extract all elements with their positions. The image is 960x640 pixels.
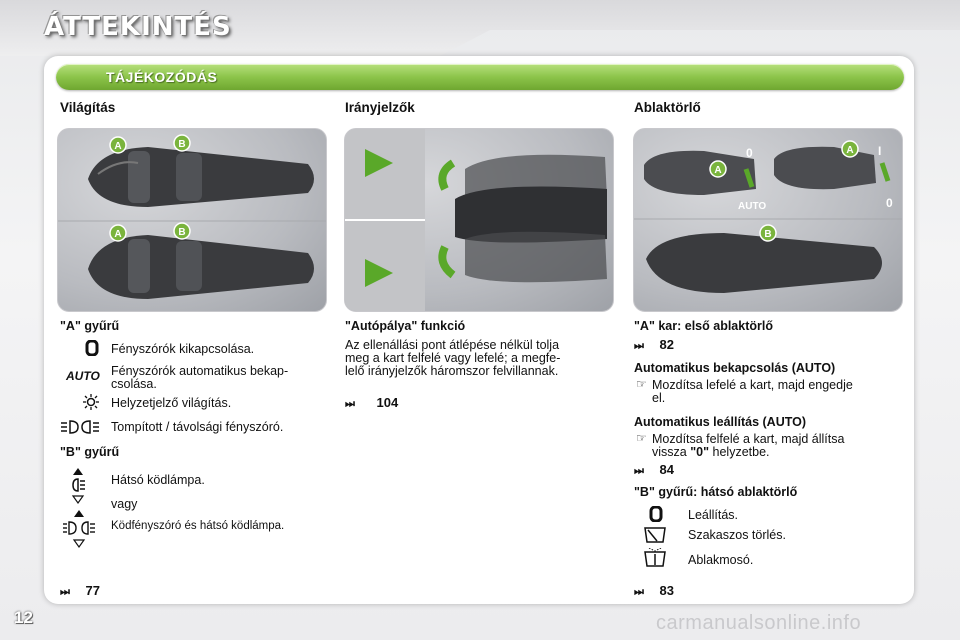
ring-a-item-3: Tompított / távolsági fényszóró. bbox=[111, 420, 284, 434]
page-number: 12 bbox=[14, 608, 33, 627]
ref-77[interactable]: ⏭ 77 bbox=[60, 583, 100, 598]
front-rear-fog-lamp-icon bbox=[62, 510, 96, 550]
svg-text:B: B bbox=[764, 229, 772, 240]
wiper-label-a-1 bbox=[710, 161, 726, 177]
lever-a-title: "A" kar: első ablaktörlő bbox=[634, 319, 773, 333]
marker-auto: AUTO bbox=[738, 201, 767, 212]
hand-pointer-icon: ☞ bbox=[636, 431, 647, 445]
body-line-3: lelő irányjelzők háromszor felvillannak. bbox=[345, 364, 559, 378]
page-title: ÁTTEKINTÉS bbox=[44, 12, 232, 42]
label-a-1 bbox=[110, 137, 126, 153]
auto-on-text-1: Mozdítsa lefelé a kart, majd engedje bbox=[652, 378, 853, 392]
intermittent-wipe-icon bbox=[644, 526, 666, 544]
skip-forward-icon: ⏭ bbox=[634, 465, 644, 477]
auto-off-title: Automatikus leállítás (AUTO) bbox=[634, 415, 807, 429]
indicator-stalk-photo bbox=[344, 128, 614, 312]
ref-82[interactable]: ⏭ 82 bbox=[634, 337, 674, 352]
auto-on-title: Automatikus bekapcsolás (AUTO) bbox=[634, 361, 836, 375]
rotate-down-arrow-icon bbox=[442, 247, 453, 275]
svg-text:A: A bbox=[846, 145, 854, 156]
wiper-label-b bbox=[760, 225, 776, 241]
skip-forward-icon: ⏭ bbox=[345, 398, 355, 410]
ref-83[interactable]: ⏭ 83 bbox=[634, 583, 674, 598]
wiper-stalk-photo bbox=[633, 128, 903, 312]
auto-off-text-2: vissza "0" helyzetbe. bbox=[652, 445, 770, 459]
body-line-2: meg a kart felfelé vagy lefelé; a megfe- bbox=[345, 351, 561, 365]
auto-off-text-1: Mozdítsa felfelé a kart, majd állítsa bbox=[652, 432, 845, 446]
zero-position-icon bbox=[648, 506, 664, 522]
wipers-heading: Ablaktörlő bbox=[634, 100, 701, 115]
washer-icon bbox=[644, 548, 666, 568]
zero-position-icon bbox=[84, 340, 100, 356]
body-line-1: Az ellenállási pont átlépése nélkül tolja bbox=[345, 338, 560, 352]
ring-b-item-1: vagy bbox=[111, 497, 138, 511]
svg-text:A: A bbox=[714, 165, 722, 176]
svg-text:B: B bbox=[178, 227, 186, 238]
label-b-1 bbox=[174, 135, 190, 151]
wiper-label-a-2 bbox=[842, 141, 858, 157]
ref-84[interactable]: ⏭ 84 bbox=[634, 462, 674, 477]
rear-wiper-item-0: Leállítás. bbox=[688, 508, 739, 522]
lower-stalk bbox=[88, 235, 314, 299]
skip-forward-icon: ⏭ bbox=[60, 586, 70, 598]
label-b-2 bbox=[174, 223, 190, 239]
ring-a-item-1: Fényszórók automatikus bekap- bbox=[111, 364, 289, 378]
marker-zero-2: 0 bbox=[886, 196, 893, 210]
ref-104[interactable]: ⏭ 104 bbox=[345, 395, 399, 410]
ring-a-item-2: Helyzetjelző világítás. bbox=[111, 396, 232, 410]
ring-a-title: "A" gyűrű bbox=[60, 319, 120, 333]
ring-b-item-2: Ködfényszóró és hátsó ködlámpa. bbox=[111, 520, 285, 532]
svg-text:A: A bbox=[114, 229, 122, 240]
rear-fog-lamp-icon bbox=[70, 468, 86, 508]
rear-wiper-item-1: Szakaszos törlés. bbox=[688, 528, 786, 542]
ring-a-item-1b: csolása. bbox=[111, 377, 157, 391]
hand-pointer-icon: ☞ bbox=[636, 377, 647, 391]
indicators-heading: Irányjelzők bbox=[345, 100, 415, 115]
svg-text:B: B bbox=[178, 139, 186, 150]
rotate-up-arrow-icon bbox=[442, 163, 453, 189]
auto-position-icon: AUTO bbox=[66, 369, 100, 383]
label-a-2 bbox=[110, 225, 126, 241]
rear-wiper-title: "B" gyűrű: hátsó ablaktörlő bbox=[634, 485, 798, 499]
auto-on-text-2: el. bbox=[652, 391, 666, 405]
highway-function-body bbox=[345, 339, 615, 378]
section-title: TÁJÉKOZÓDÁS bbox=[106, 69, 218, 85]
lighting-stalk-photo bbox=[57, 128, 327, 312]
highway-function-title: "Autópálya" funkció bbox=[345, 319, 466, 333]
skip-forward-icon: ⏭ bbox=[634, 340, 644, 352]
lighting-heading: Világítás bbox=[60, 100, 116, 115]
ring-a-item-0: Fényszórók kikapcsolása. bbox=[111, 342, 255, 356]
svg-text:A: A bbox=[114, 141, 122, 152]
upper-stalk bbox=[88, 147, 314, 207]
headlights-icon bbox=[60, 419, 100, 435]
ring-b-title: "B" gyűrű bbox=[60, 445, 120, 459]
side-lights-icon bbox=[82, 393, 100, 411]
wiper-up-arrow-icon bbox=[882, 163, 888, 181]
rear-wiper-item-2: Ablakmosó. bbox=[688, 553, 754, 567]
watermark: carmanualsonline.info bbox=[656, 612, 862, 634]
ring-b-item-0: Hátsó ködlámpa. bbox=[111, 473, 205, 487]
marker-zero: 0 bbox=[746, 146, 753, 160]
skip-forward-icon: ⏭ bbox=[634, 586, 644, 598]
marker-one: I bbox=[878, 144, 882, 158]
